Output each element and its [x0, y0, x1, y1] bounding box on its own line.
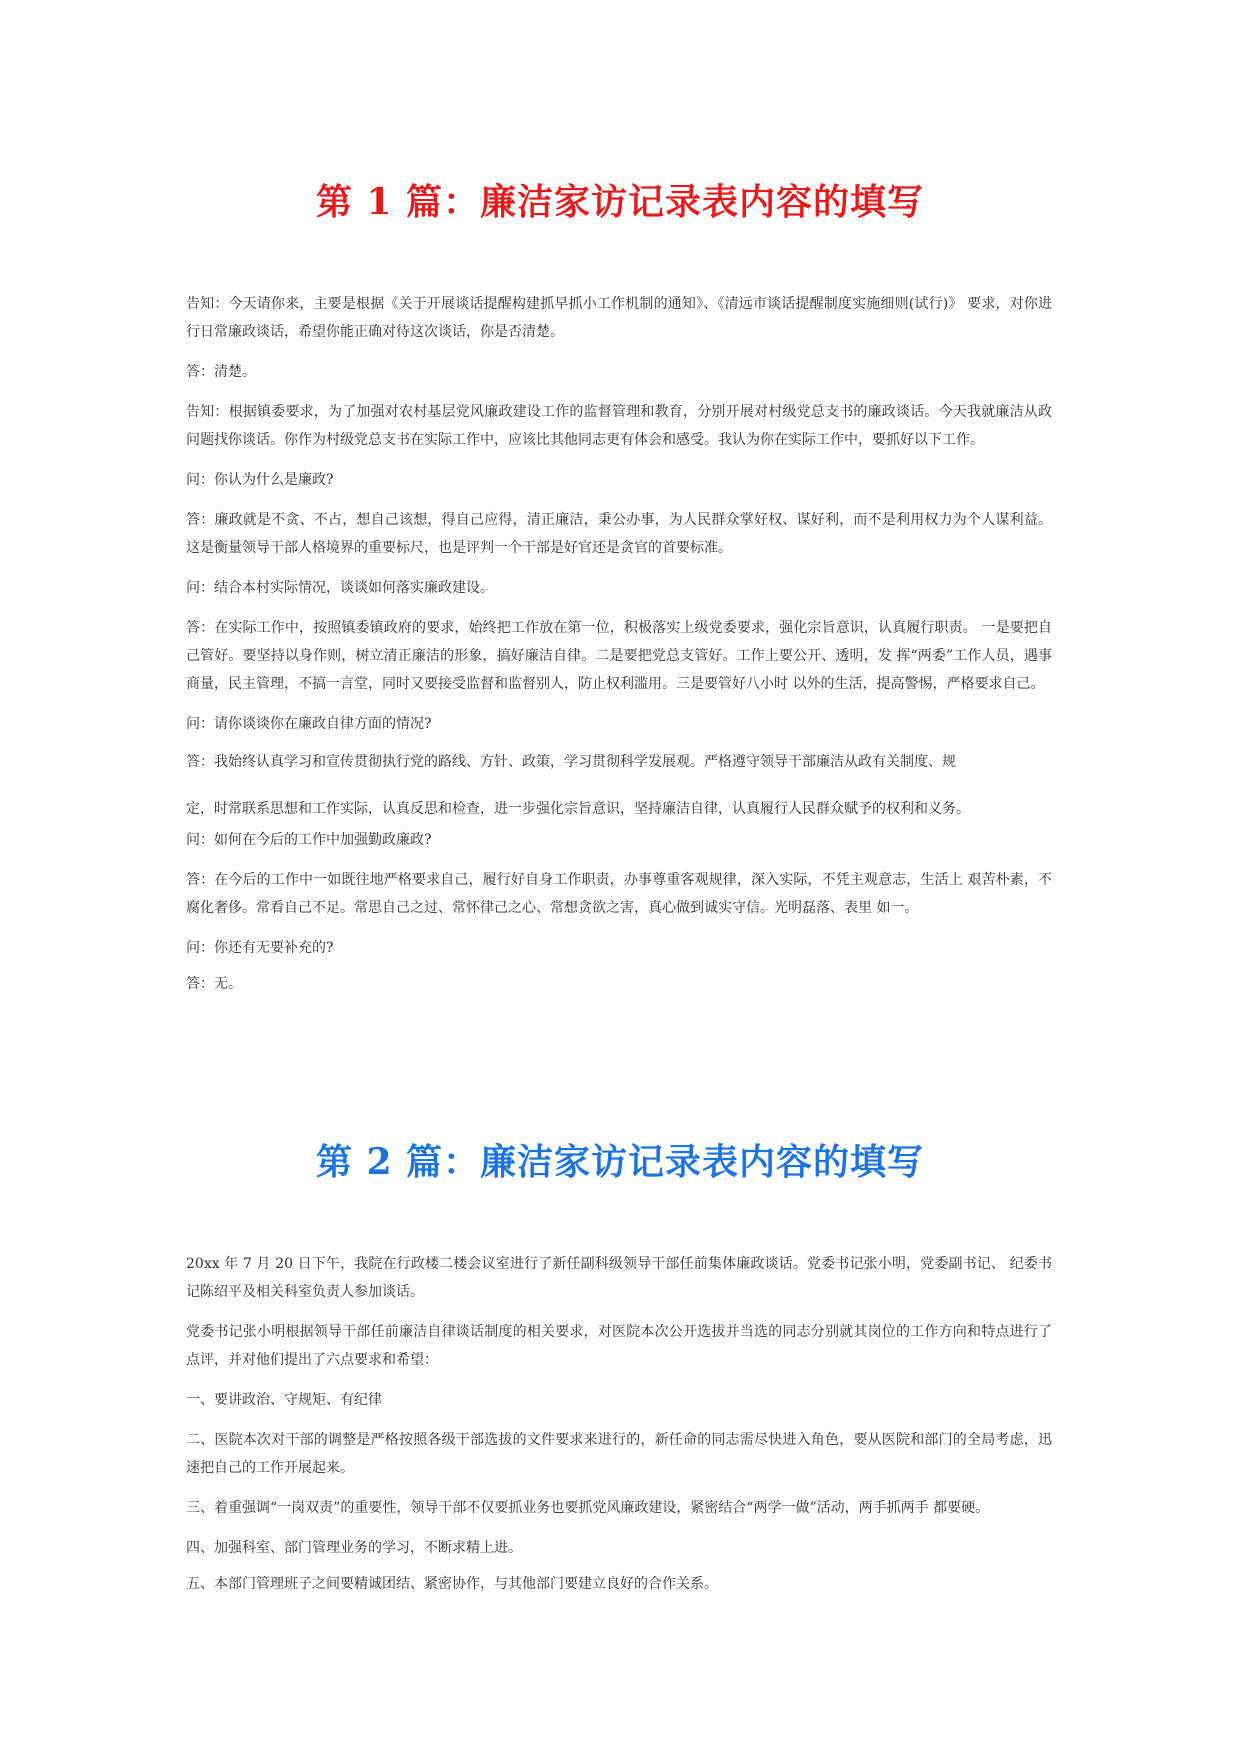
- paragraph: 20xx 年 7 月 20 日下午，我院在行政楼二楼会议室进行了新任副科级领导干部任前集体廉政谈话。党委书记张小明，党委副书记、 纪委书记陈绍平及相关科室负责人参加谈话。: [186, 1256, 1052, 1300]
- paragraph: 问：如何在今后的工作中加强勤政廉政?: [186, 832, 432, 848]
- paragraph: 答：廉政就是不贪、不占，想自己该想，得自己应得，清正廉洁，秉公办事，为人民群众掌好权、谋好利，而不是利用权力为个人谋利益。这是衡量领导干部人格境界的重要标尺，也是评判一个干部是好官还是贪官的首要标准。: [186, 512, 1052, 556]
- paragraph: 五、本部门管理班子之间要精诚团结、紧密协作，与其他部门要建立良好的合作关系。: [186, 1576, 718, 1592]
- part2-title: 第 2 篇：廉洁家访记录表内容的填写: [315, 1141, 925, 1183]
- paragraph: 告知：根据镇委要求，为了加强对农村基层党风廉政建设工作的监督管理和教育，分别开展对村级党总支书的廉政谈话。今天我就廉洁从政问题找你谈话。你作为村级党总支书在实际工作中，应该比其他同志更有体会和感受。我认为你在实际工作中，要抓好以下工作。: [186, 404, 1052, 448]
- part1-title: 第 1 篇：廉洁家访记录表内容的填写: [315, 181, 925, 223]
- paragraph: 党委书记张小明根据领导干部任前廉洁自律谈话制度的相关要求，对医院本次公开选拔并当选的同志分别就其岗位的工作方向和特点进行了点评，并对他们提出了六点要求和希望：: [186, 1324, 1052, 1368]
- paragraph: 问：请你谈谈你在廉政自律方面的情况?: [186, 716, 432, 732]
- paragraph: 问：结合本村实际情况，谈谈如何落实廉政建设。: [186, 580, 494, 596]
- paragraph: 一、要讲政治、守规矩、有纪律: [186, 1392, 382, 1408]
- part1-body: [186, 290, 1052, 998]
- paragraph: 告知：今天请你来，主要是根据《关于开展谈话提醒构建抓早抓小工作机制的通知》、《清远市谈话提醒制度实施细则(试行)》 要求，对你进行日常廉政谈话，希望你能正确对待这次谈话，你是否清楚。: [186, 296, 1052, 340]
- paragraph: 答：我始终认真学习和宣传贯彻执行党的路线、方针、政策，学习贯彻科学发展观。严格遵守领导干部廉洁从政有关制度、规: [186, 754, 956, 770]
- paragraph: 问：你认为什么是廉政?: [186, 472, 334, 488]
- paragraph: 答：在实际工作中，按照镇委镇政府的要求，始终把工作放在第一位，积极落实上级党委要求，强化宗旨意识，认真履行职责。 一是要把自己管好。要坚持以身作则，树立清正廉洁的形象，搞好廉洁自律。二是要把党总支管好。工作上要公开、透明，发 挥“两委”工作人员，遇事商量，民主管理，不搞一言堂，同时又要接受监督和监督别人，防止权利滥用。三是要管好八小时 以外的生活，提高警惕，严格要求自己。: [186, 620, 1052, 692]
- paragraph: 答：清楚。: [186, 364, 256, 380]
- paragraph: 答：在今后的工作中一如既往地严格要求自己，履行好自身工作职责，办事尊重客观规律，深入实际，不凭主观意志，生活上 艰苦朴素，不腐化奢侈。常看自己不足。常思自己之过、常怀律己之心、常想贪欲之害，真心做到诚实守信。光明磊落、表里 如一。: [186, 872, 1052, 916]
- paragraph: 定，时常联系思想和工作实际，认真反思和检查，进一步强化宗旨意识，坚持廉洁自律，认真履行人民群众赋予的权利和义务。: [186, 801, 970, 817]
- paragraph: 二、医院本次对干部的调整是严格按照各级干部选拔的文件要求来进行的，新任命的同志需尽快进入角色，要从医院和部门的全局考虑，迅速把自己的工作开展起来。: [186, 1432, 1052, 1476]
- paragraph: 四、加强科室、部门管理业务的学习，不断求精上进。: [186, 1540, 522, 1556]
- paragraph: 三、着重强调“一岗双责”的重要性，领导干部不仅要抓业务也要抓党风廉政建设，紧密结合“两学一做”活动，两手抓两手 都要硬。: [186, 1500, 990, 1516]
- paragraph: 答：无。: [186, 976, 242, 992]
- part2-body: [186, 1250, 1052, 1598]
- paragraph: 问：你还有无要补充的?: [186, 940, 334, 956]
